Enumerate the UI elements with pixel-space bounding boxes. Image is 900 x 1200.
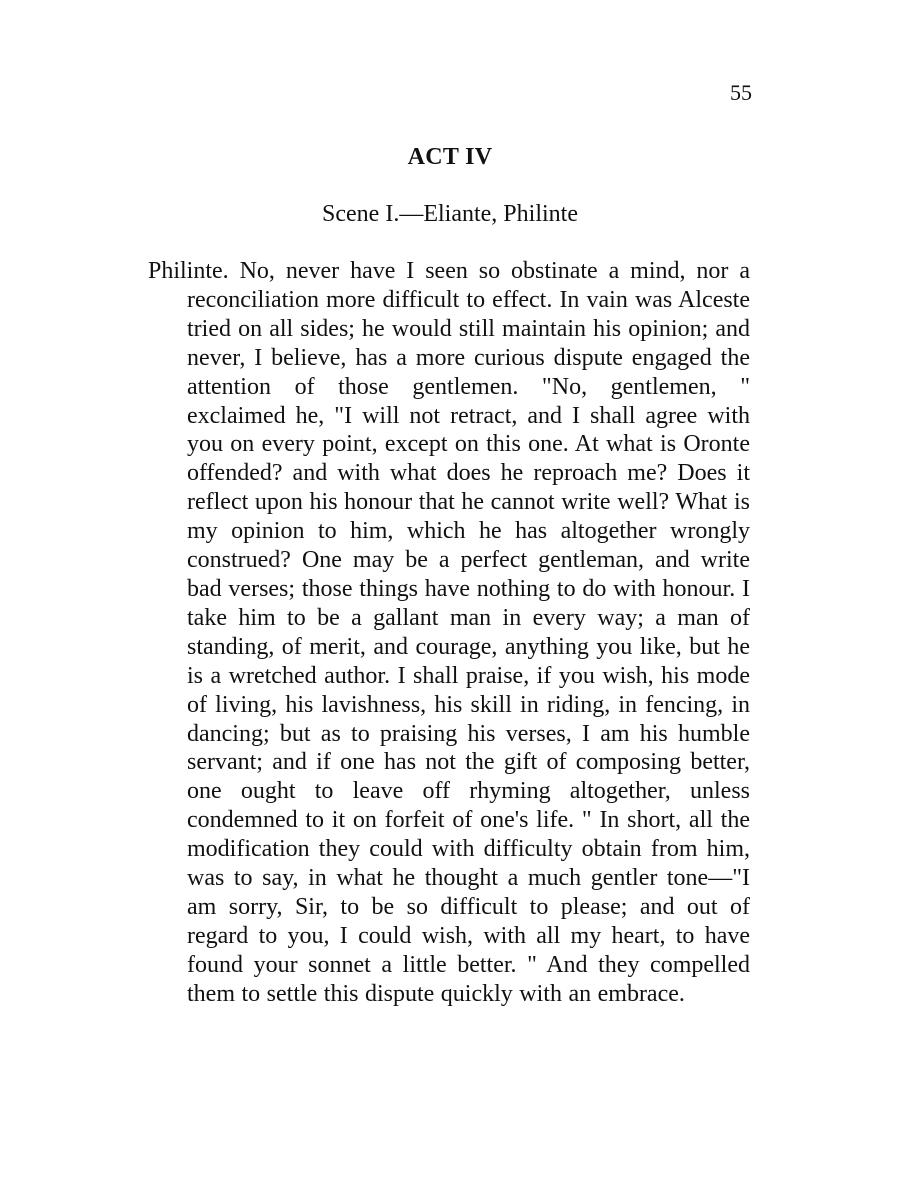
speech-text: No, never have I seen so obstinate a mind, nor a reconciliation more difficult to effect. In vain was Alceste tried on all sides; he would still maintain his opinion; and never, I believe, has a more curious dispute engaged the attention of those gentlemen. "No, gentlemen, " exclaimed he, "I will not retract, and I shall agree with you on every point, except on this one. At what is Oronte offended? and with what does he reproach me? Does it reflect upon his honour that he cannot write well? What is my opinion to him, which he has altogether wrongly construed? One may be a perfect gentleman, and write bad verses; those things have nothing to do with honour. I take him to be a gallant man in every way; a man of standing, of merit, and courage, anything you like, but he is a wretched author. I shall praise, if you wish, his mode of living, his lavishness, his skill in riding, in fencing, in dancing; but as to praising his verses, I am his humble servant; and if one has not the gift of composing better, one ought to leave off rhyming altogether, unless condemned to it on forfeit of one's life. " In short, all the modification they could with difficulty obtain from him, was to say, in what he thought a much gentler tone—"I am sorry, Sir, to be so difficult to please; and out of regard to you, I could wish, with all my heart, to have found your sonnet a little better. " And they compelled them to settle this dispute quickly with an embrace. [187,258,750,1007]
scene-heading: Scene I.—Eliante, Philinte [322,201,578,227]
speech-paragraph [148,257,750,1009]
page-number: 55 [730,80,752,105]
speaker-name: Philinte. [148,258,229,284]
act-heading: ACT IV [407,144,493,170]
